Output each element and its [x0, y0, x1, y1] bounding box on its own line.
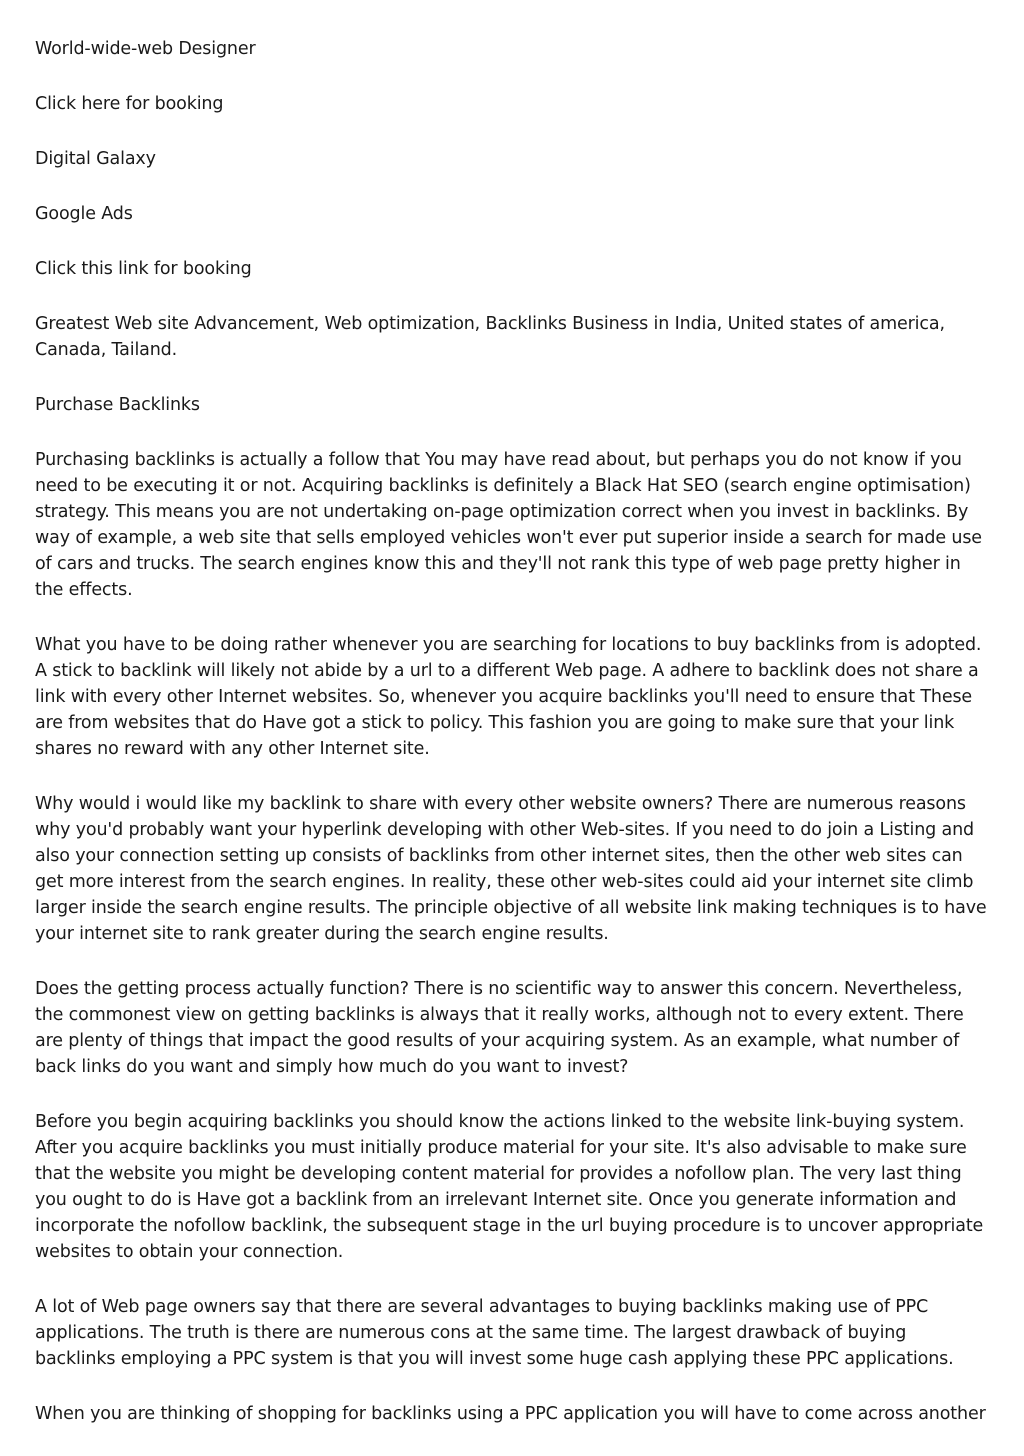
paragraph-tagline: Greatest Web site Advancement, Web optimization, Backlinks Business in India, United states of america, Canada, Tailand. [35, 314, 945, 360]
paragraph-body-3: Why would i would like my backlink to share with every other website owners? There are numerous reasons why you'd probably want your hyperlink developing with other Web-sites. If you need to do join a Listing and also your connection setting up consists of backlinks from other internet sites, then the other web sites can get more interest from the search engines. In reality, these other web-sites could aid your internet site climb larger inside the search engine results. The principle objective of all website link making techniques is to have your internet site to rank greater during the search engine results. [35, 794, 987, 944]
paragraph-booking-link-2: Click this link for booking [35, 259, 252, 279]
paragraph-body-7: When you are thinking of shopping for backlinks using a PPC application you will have to come across another [35, 1404, 986, 1424]
paragraph-purchase-backlinks-heading: Purchase Backlinks [35, 395, 200, 415]
paragraph-body-1: Purchasing backlinks is actually a follow that You may have read about, but perhaps you do not know if you need to be executing it or not. Acquiring backlinks is definitely a Black Hat SEO (search engine optimisation) strategy. This means you are not undertaking on-page optimization correct when you invest in backlinks. By way of example, a web site that sells employed vehicles won't ever put superior inside a search for made use of cars and trucks. The search engines know this and they'll not rank this type of web page pretty higher in the effects. [35, 450, 982, 600]
paragraph-digital-galaxy: Digital Galaxy [35, 149, 156, 169]
paragraph-body-2: What you have to be doing rather whenever you are searching for locations to buy backlinks from is adopted. A stick to backlink will likely not abide by a url to a different Web page. A adhere to backlink does not share a link with every other Internet websites. So, whenever you acquire backlinks you'll need to ensure that These are from websites that do Have got a stick to policy. This fashion you are going to make sure that your link shares no reward with any other Internet site. [35, 635, 982, 759]
paragraph-body-4: Does the getting process actually function? There is no scientific way to answer this concern. Nevertheless, the commonest view on getting backlinks is always that it really works, although not to every extent. There are plenty of things that impact the good results of your acquiring system. As an example, what number of back links do you want and simply how much do you want to invest? [35, 979, 964, 1077]
paragraph-body-6: A lot of Web page owners say that there are several advantages to buying backlinks making use of PPC applications. The truth is there are numerous cons at the same time. The largest drawback of buying backlinks employing a PPC system is that you will invest some huge cash applying these PPC applications. [35, 1297, 954, 1369]
paragraph-heading-web-designer: World-wide-web Designer [35, 39, 256, 59]
document-body [35, 36, 991, 1456]
paragraph-google-ads: Google Ads [35, 204, 133, 224]
paragraph-body-5: Before you begin acquiring backlinks you should know the actions linked to the website link-buying system. After you acquire backlinks you must initially produce material for your site. It's also advisable to make sure that the website you might be developing content material for provides a nofollow plan. The very last thing you ought to do is Have got a backlink from an irrelevant Internet site. Once you generate information and incorporate the nofollow backlink, the subsequent stage in the url buying procedure is to uncover appropriate websites to obtain your connection. [35, 1112, 984, 1262]
paragraph-booking-link-1: Click here for booking [35, 94, 224, 114]
